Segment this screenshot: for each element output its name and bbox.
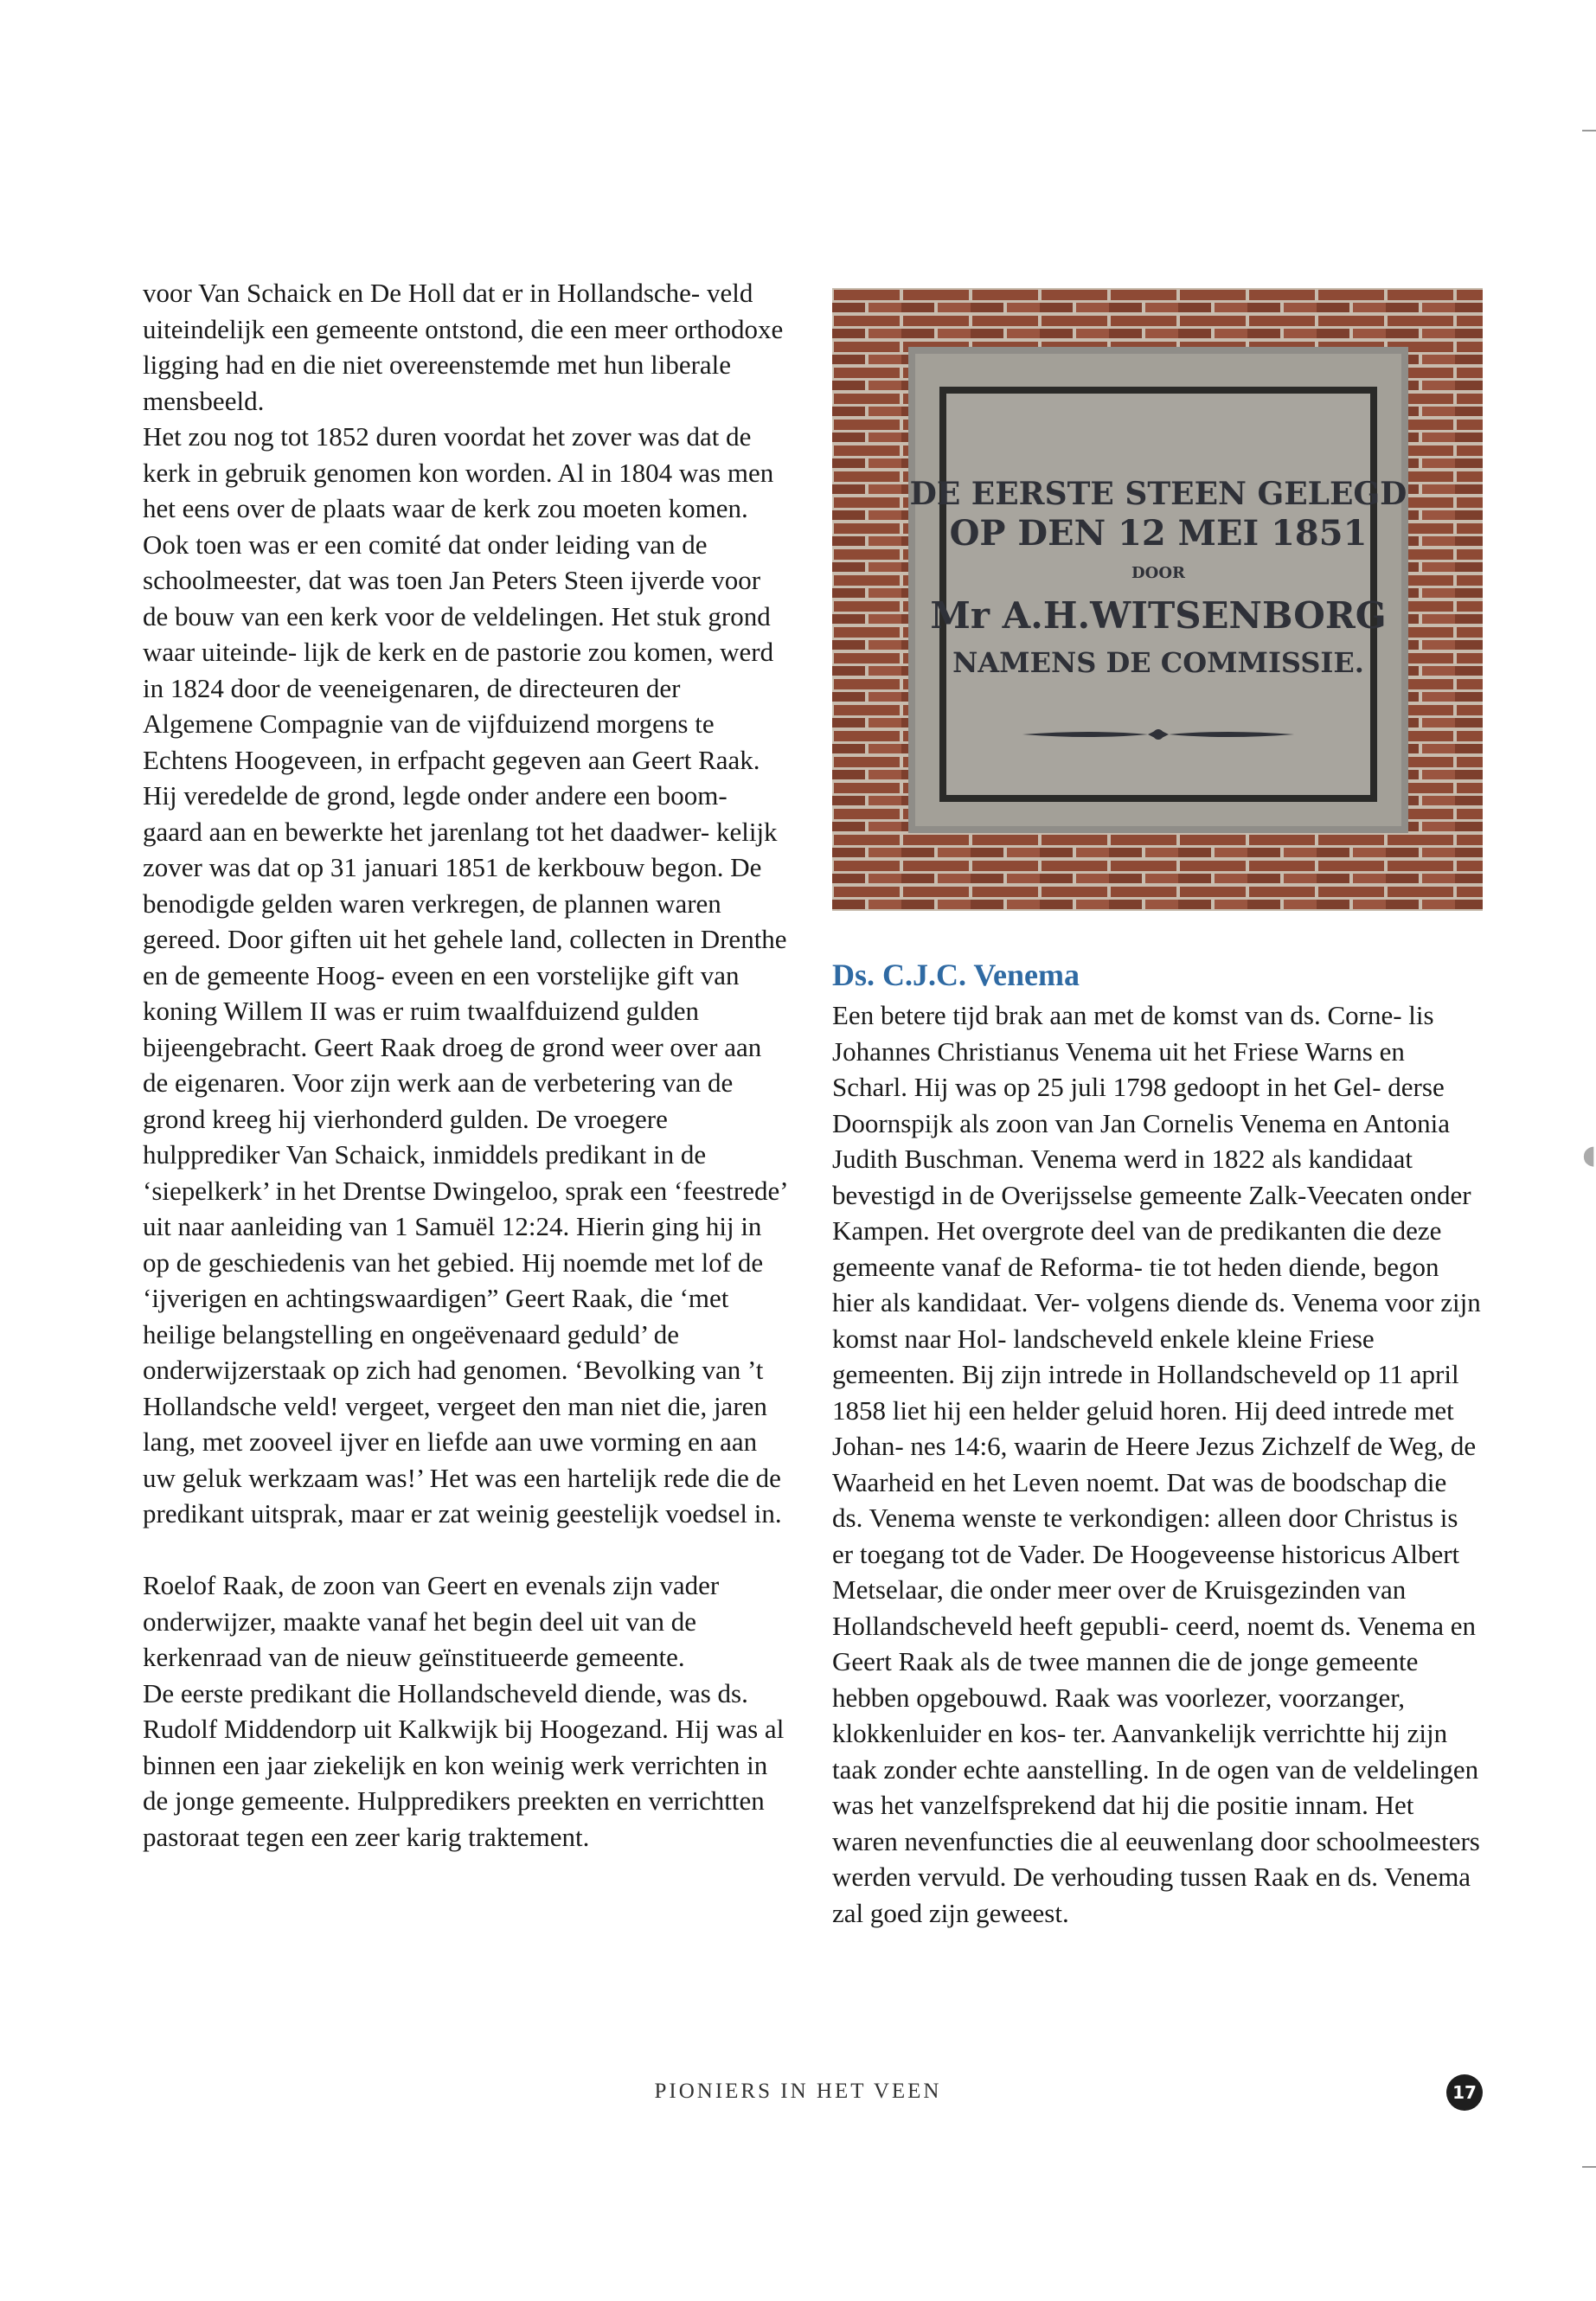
section-heading: Ds. C.J.C. Venema	[832, 958, 1080, 992]
left-text-column	[143, 275, 792, 1855]
body-paragraph: Roelof Raak, de zoon van Geert en evenals zijn vader onderwijzer, maakte vanaf het begin deel uit van de kerkenraad van de nieuw geïnstitueerde gemeente.	[143, 1570, 720, 1672]
running-footer-title: PIONIERS IN HET VEEN	[654, 2080, 942, 2103]
registration-mark: ◖	[1582, 1140, 1596, 1170]
right-text-column	[832, 954, 1481, 1931]
crop-mark-top	[1582, 130, 1596, 131]
plaque-line: DOOR	[1131, 564, 1185, 582]
plaque-line: DE EERSTE STEEN GELEGD	[909, 476, 1407, 512]
page-number-badge: 17	[1446, 2074, 1483, 2111]
plaque-line: OP DEN 12 MEI 1851	[949, 513, 1368, 554]
body-paragraph: Het zou nog tot 1852 duren voordat het zover was dat de kerk in gebruik genomen kon worden. Al in 1804 was men het eens over de plaats waar de kerk zou moeten komen. Ook toen was er een comité dat onder leiding van de schoolmeester, dat was toen Jan Peters Steen ijverde voor de bouw van een kerk voor de veldelingen. Het stuk grond waar uiteinde- lijk de kerk en de pastorie zou komen, werd in 1824 door de veeneigenaren, de directeuren der Algemene Compagnie van de vijfduizend morgens te Echtens Hoogeveen, in erfpacht gegeven aan Geert Raak. Hij veredelde de grond, legde onder andere een boom- gaard aan en bewerkte het jarenlang tot het daadwer- kelijk zover was dat op 31 januari 1851 de kerkbouw begon. De benodigde gelden waren verkregen, de plannen waren gereed. Door giften uit het gehele land, collecten in Drenthe en de gemeente Hoog- eveen en een vorstelijke gift van koning Willem II was er ruim twaalfduizend gulden bijeengebracht. Geert Raak droeg de grond weer over aan de eigenaren. Voor zijn werk aan de verbetering van de grond kreeg hij vierhonderd gulden. De vroegere hulpprediker Van Schaick, inmiddels predikant in de ‘siepelkerk’ in het Drentse Dwingeloo, sprak een ‘feestrede’ uit naar aanleiding van 1 Samuël 12:24. Hierin ging hij in op de geschiedenis van het gebied. Hij noemde met lof de ‘ijverigen en achtingswaardigen” Geert Raak, die ‘met heilige belangstelling en ongeëvenaard geduld’ de onderwijzerstaak op zich had genomen. ‘Bevolking van ’t Hollandsche veld! vergeet, vergeet den man niet die, jaren lang, met zooveel ijver en liefde aan uwe vorming en aan uw geluk werkzaam was!’ Het was een hartelijk rede die de predikant uitsprak, maar er zat weinig geestelijk voedsel in.	[143, 421, 787, 1529]
plaque-line: Mr A.H.WITSENBORG	[930, 594, 1387, 637]
plaque-line: NAMENS DE COMMISSIE.	[952, 646, 1364, 679]
crop-mark-bottom	[1582, 2166, 1596, 2168]
body-paragraph: De eerste predikant die Hollandscheveld diende, was ds. Rudolf Middendorp uit Kalkwijk bij Hoogezand. Hij was al binnen een jaar ziekelijk en kon weinig werk verrichten in de jonge gemeente. Hulppredikers preekten en verrichtten pastoraat tegen een zeer karig traktement.	[143, 1677, 785, 1852]
memorial-stone-photo	[832, 288, 1483, 911]
body-paragraph: Een betere tijd brak aan met de komst van ds. Corne- lis Johannes Christianus Venema uit het Friese Warns en Scharl. Hij was op 25 juli 1798 gedoopt in het Gel- derse Doornspijk als zoon van Jan Cornelis Venema en Antonia Judith Buschman. Venema werd in 1822 als kandidaat bevestigd in de Overijsselse gemeente Zalk-Veecaten onder Kampen. Het overgrote deel van de predikanten die deze gemeente vanaf de Reforma- tie tot heden diende, begon hier als kandidaat. Ver- volgens diende ds. Venema voor zijn komst naar Hol- landscheveld enkele kleine Friese gemeenten. Bij zijn intrede in Hollandscheveld op 11 april 1858 liet hij een helder geluid horen. Hij deed intrede met Johan- nes 14:6, waarin de Heere Jezus Zichzelf de Weg, de Waarheid en het Leven noemt. Dat was de boodschap die ds. Venema wenste te verkondigen: alleen door Christus is er toegang tot de Vader. De Hoogeveense historicus Albert Metselaar, die onder meer over de Kruisgezinden van Hollandscheveld heeft gepubli- ceerd, noemt ds. Venema en Geert Raak als de twee mannen die de jonge gemeente hebben opgebouwd. Raak was voorlezer, voorzanger, klokkenluider en kos- ter. Aanvankelijk verrichtte hij zijn taak zonder echte aanstelling. In de ogen van de veldelingen was het vanzelfsprekend dat hij die positie innam. Het waren nevenfuncties die al eeuwenlang door schoolmeesters werden vervuld. De verhouding tussen Raak en ds. Venema zal goed zijn geweest.	[832, 1000, 1481, 1928]
paragraph-gap	[143, 1532, 792, 1568]
body-paragraph: voor Van Schaick en De Holl dat er in Hollandsche- veld uiteindelijk een gemeente ontstond, die een meer orthodoxe ligging had en die niet overeenstemde met hun liberale mensbeeld.	[143, 278, 784, 416]
